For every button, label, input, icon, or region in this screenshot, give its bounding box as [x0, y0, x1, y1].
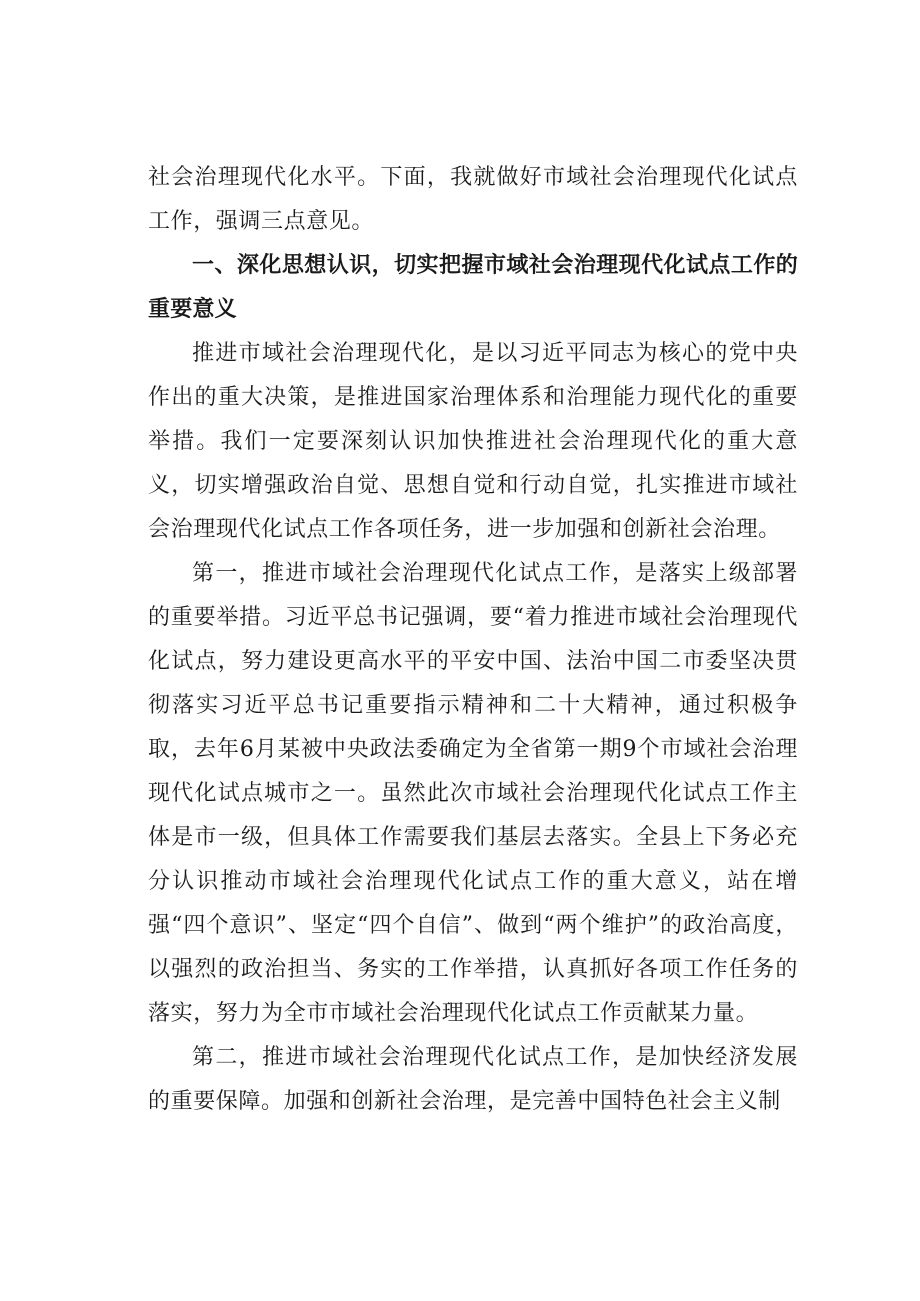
- document-body: [148, 156, 798, 1124]
- paragraph-point-one: 第一，推进市域社会治理现代化试点工作，是落实上级部署的重要举措。习近平总书记强调，要“着力推进市域社会治理现代化试点，努力建设更高水平的平安中国、法治中国二市委坚决贯彻落实习近平总书记重要指示精神和二十大精神，通过积极争取，去年6月某被中央政法委确定为全省第一期9个市域社会治理现代化试点城市之一。虽然此次市域社会治理现代化试点工作主体是市一级，但具体工作需要我们基层去落实。全县上下务必充分认识推动市域社会治理现代化试点工作的重大意义，站在增强“四个意识”、坚定“四个自信”、做到“两个维护”的政治高度，以强烈的政治担当、务实的工作举措，认真抓好各项工作任务的落实，努力为全市市域社会治理现代化试点工作贡献某力量。: [148, 561, 798, 1026]
- paragraph-point-two: 第二，推进市域社会治理现代化试点工作，是加快经济发展的重要保障。加强和创新社会治理，是完善中国特色社会主义制: [148, 1045, 798, 1114]
- paragraph-intro: 推进市域社会治理现代化，是以习近平同志为核心的党中央作出的重大决策，是推进国家治理体系和治理能力现代化的重要举措。我们一定要深刻认识加快推进社会治理现代化的重大意义，切实增强政治自觉、思想自觉和行动自觉，扎实推进市域社会治理现代化试点工作各项任务，进一步加强和创新社会治理。: [148, 341, 798, 542]
- paragraph-continuation: 社会治理现代化水平。下面，我就做好市域社会治理现代化试点工作，强调三点意见。: [148, 165, 798, 234]
- section-heading: 一、深化思想认识，切实把握市域社会治理现代化试点工作的重要意义: [148, 253, 798, 322]
